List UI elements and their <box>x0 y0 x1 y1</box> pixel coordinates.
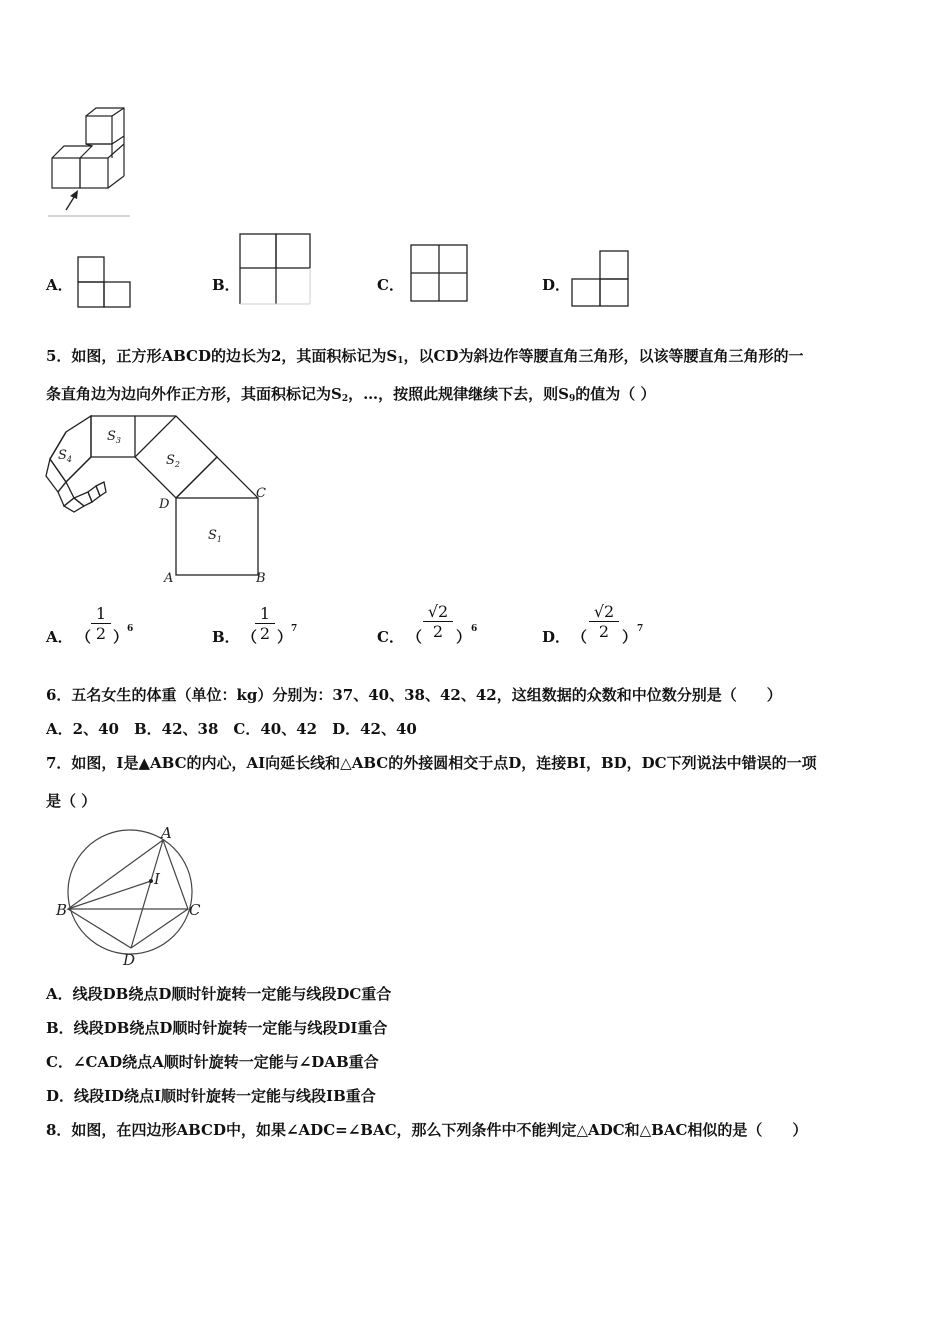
q5-option-a-fraction: $\frac{1}{2}$ <box>91 604 111 643</box>
q7-option-b: B．线段DB绕点D顺时针旋转一定能与线段DI重合 <box>46 1019 388 1037</box>
q5-option-b-label: B． <box>212 628 240 646</box>
s2-label: $S_2$ <box>166 453 180 469</box>
q4-option-b-label: B． <box>212 276 240 294</box>
q5-option-c-close: ） <box>456 628 472 646</box>
point-d-label: D <box>159 497 170 512</box>
s1-label: $S_1$ <box>208 528 222 544</box>
q5-option-a-close: ） <box>113 628 129 646</box>
q5-option-b-close: ） <box>277 628 293 646</box>
q5-option-c-exponent: 6 <box>471 624 478 634</box>
q4-option-a-figure <box>76 255 132 309</box>
q7-option-c: C．∠CAD绕点A顺时针旋转一定能与∠DAB重合 <box>46 1053 379 1071</box>
q5-option-d-label: D． <box>542 628 571 646</box>
point-c-label: C <box>256 486 266 501</box>
q5-option-c-open: （ <box>407 628 423 646</box>
circle-point-d-label: D <box>123 951 136 969</box>
q5-stem-line2: 条直角边为边向外作正方形，其面积标记为$S_2$，…，按照此规律继续下去，则$S_9$的值为（ ） <box>46 385 656 404</box>
q5-option-c-fraction: $\frac{√2}{2}$ <box>423 602 453 641</box>
incenter-i-label: I <box>154 870 160 888</box>
circle-point-a-label: A <box>161 824 172 842</box>
s4-label: $S_4$ <box>58 448 72 464</box>
q5-option-a-exponent: 6 <box>127 624 134 634</box>
q5-option-b-fraction: $\frac{1}{2}$ <box>255 604 275 643</box>
circle-point-c-label: C <box>189 901 201 919</box>
q6-stem: 6．五名女生的体重（单位：kg）分别为：37、40、38、42、42，这组数据的众数和中位数分别是（ ） <box>46 686 782 704</box>
point-b-label: B <box>256 571 266 586</box>
q7-option-d: D．线段ID绕点I顺时针旋转一定能与线段IB重合 <box>46 1087 376 1105</box>
q5-option-d-close: ） <box>622 628 638 646</box>
q5-option-d-exponent: 7 <box>637 624 644 634</box>
q5-option-d-open: （ <box>572 628 588 646</box>
q5-stem-line1: 5．如图，正方形ABCD的边长为2，其面积标记为$S_1$，以CD为斜边作等腰直角三角形，以该等腰直角三角形的一 <box>46 347 804 366</box>
q5-option-b-open: （ <box>242 628 258 646</box>
q4-option-b-figure <box>238 232 314 308</box>
q4-option-d-figure <box>570 249 632 309</box>
q7-stem-line1: 7．如图，I是▲ABC的内心，AI向延长线和△ABC的外接圆相交于点D，连接BI，BD，DC下列说法中错误的一项 <box>46 754 817 772</box>
q4-option-c-label: C． <box>377 276 404 294</box>
q8-stem: 8．如图，在四边形ABCD中，如果∠ADC=∠BAC，那么下列条件中不能判定△ADC和△BAC相似的是（ ） <box>46 1121 808 1139</box>
spiral-squares-figure <box>44 414 274 589</box>
q7-stem-line2: 是（ ） <box>46 792 97 810</box>
q7-option-a: A．线段DB绕点D顺时针旋转一定能与线段DC重合 <box>46 985 392 1003</box>
q6-options: A．2、40 B．42、38 C．40、42 D．42、40 <box>46 720 417 738</box>
circle-incenter-figure <box>50 822 210 972</box>
q4-option-a-label: A． <box>46 276 73 294</box>
q4-option-d-label: D． <box>542 276 571 294</box>
q5-option-a-open: （ <box>76 628 92 646</box>
cube-stack-figure <box>44 106 134 221</box>
q5-option-d-fraction: $\frac{√2}{2}$ <box>589 602 619 641</box>
q5-option-c-label: C． <box>377 628 404 646</box>
q5-option-a-label: A． <box>46 628 73 646</box>
circle-point-b-label: B <box>56 901 68 919</box>
s3-label: $S_3$ <box>107 429 121 445</box>
q4-option-c-figure <box>409 243 471 305</box>
point-a-label: A <box>164 571 174 586</box>
q5-option-b-exponent: 7 <box>291 624 298 634</box>
